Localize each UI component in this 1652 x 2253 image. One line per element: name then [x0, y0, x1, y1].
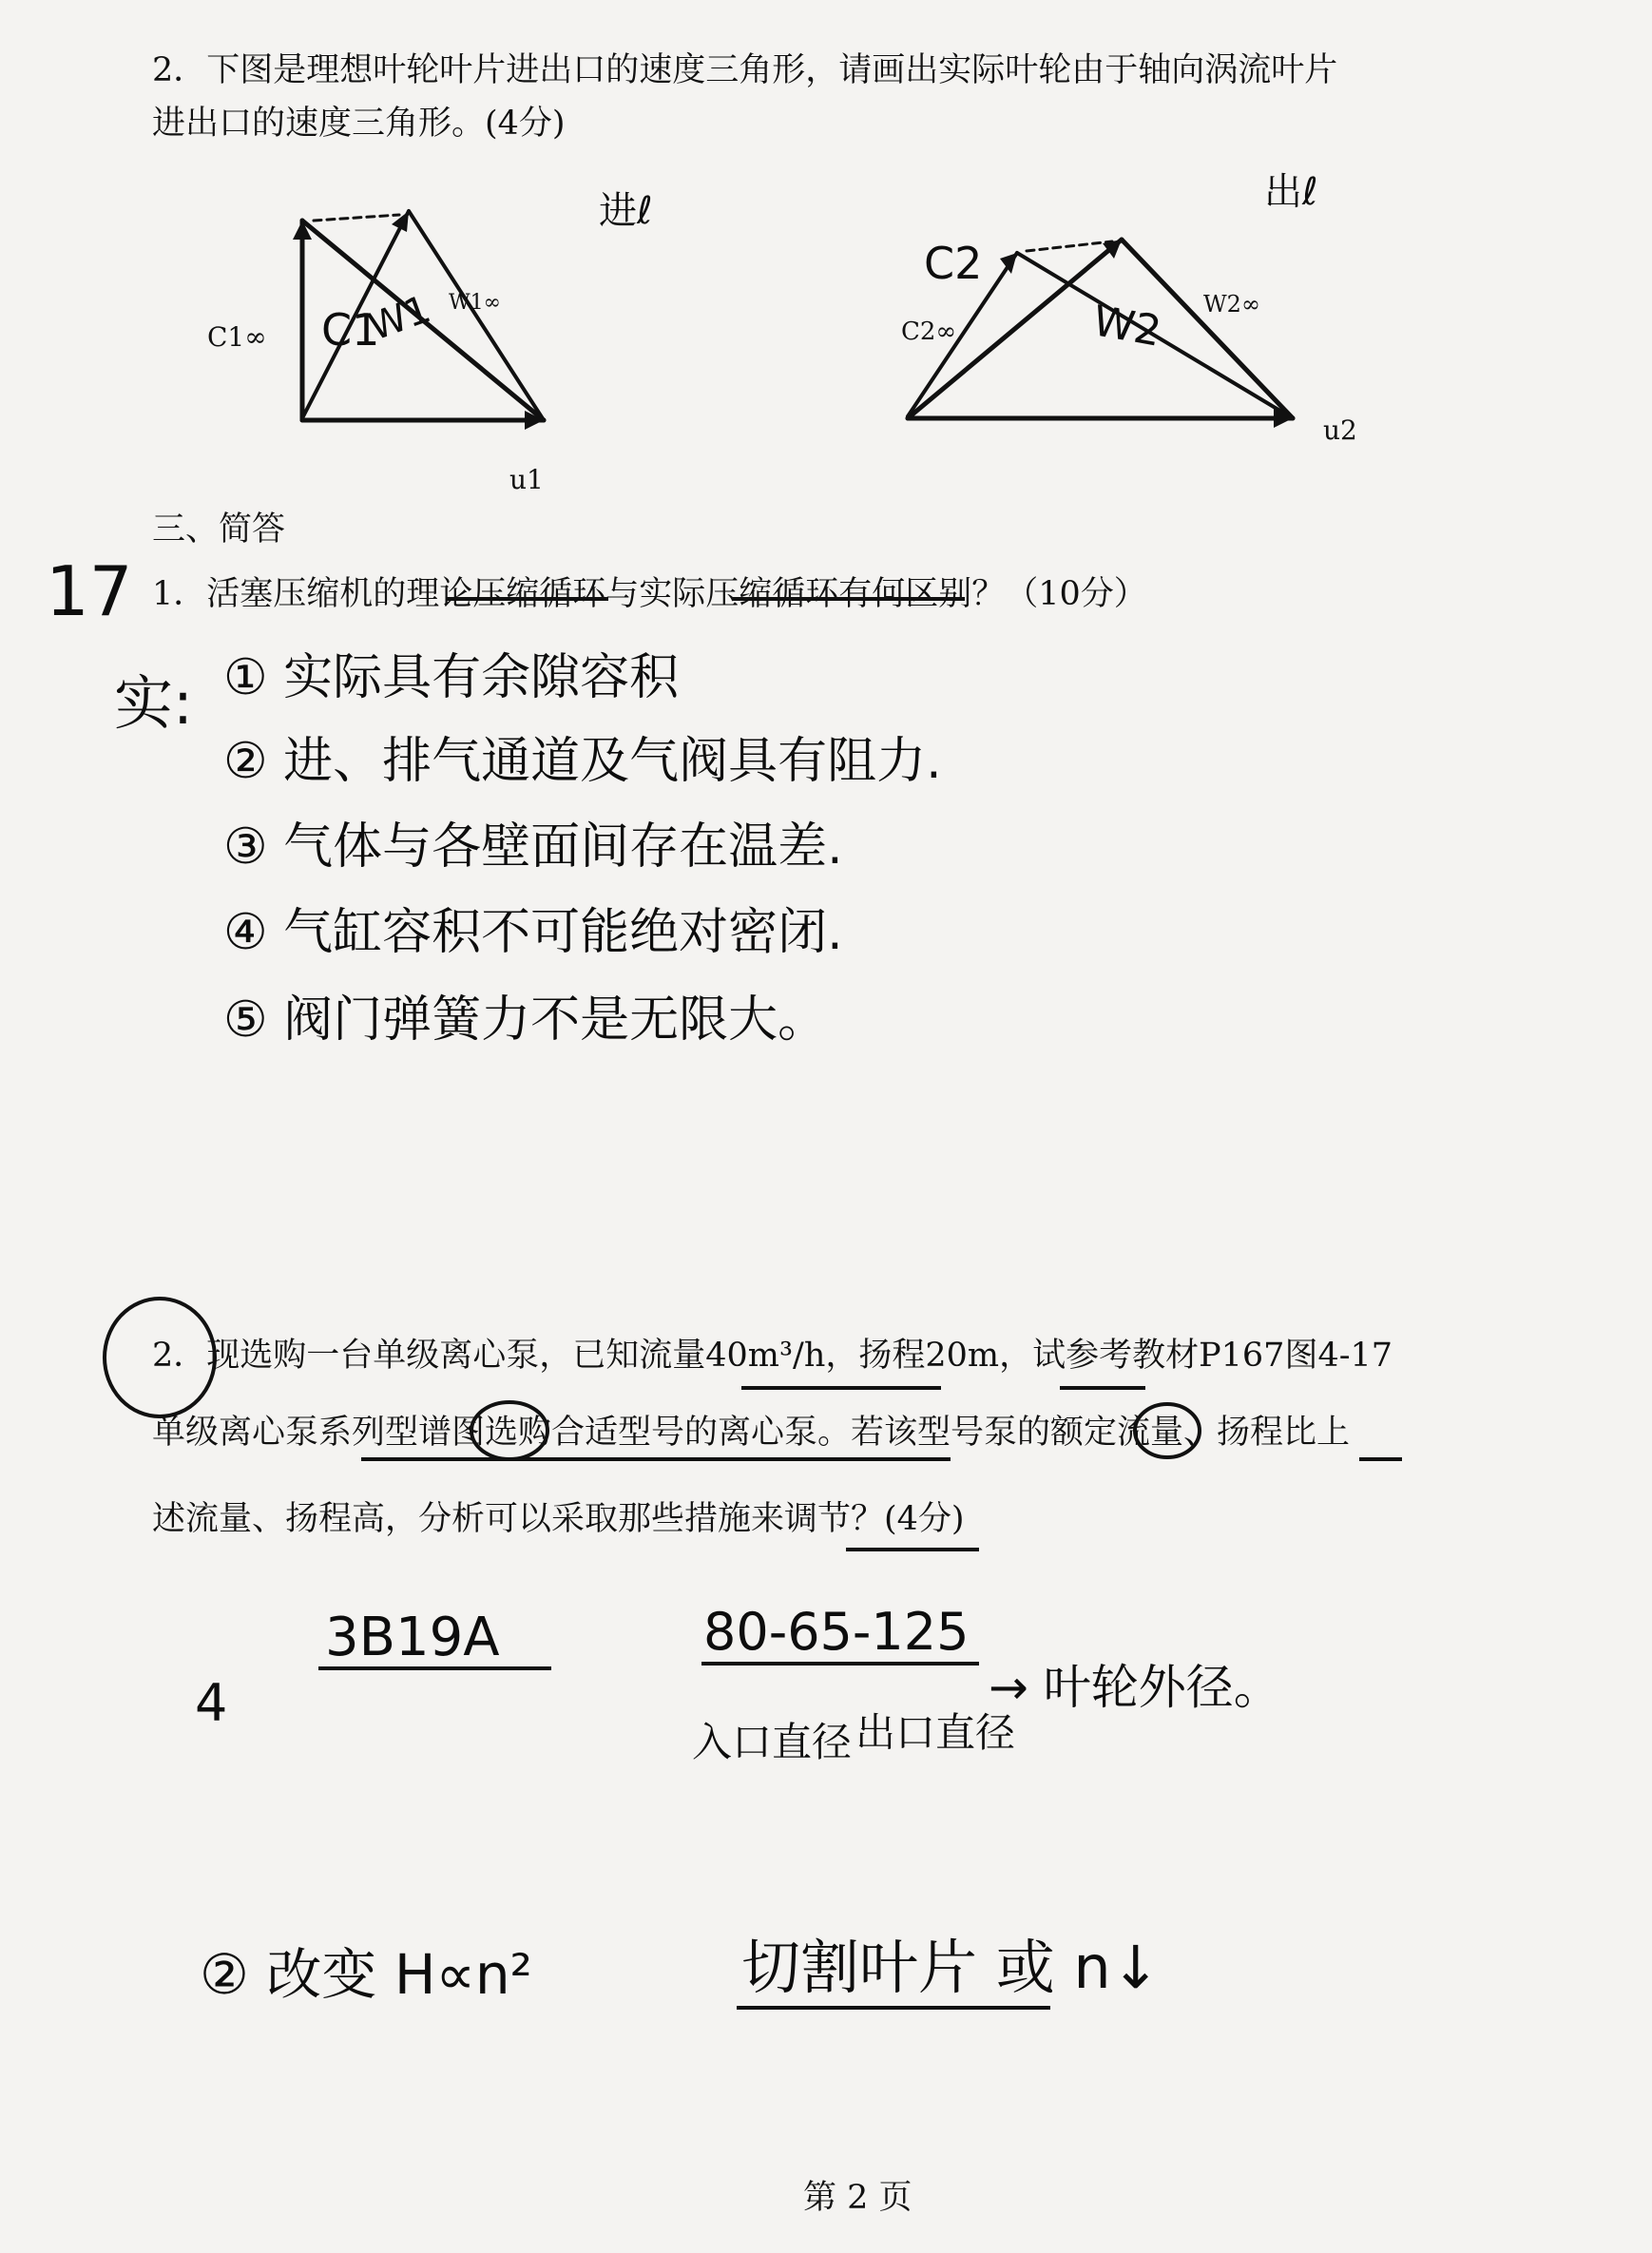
question-3-1: 1．活塞压缩机的理论压缩循环与实际压缩循环有何区别？（10分）: [152, 575, 1147, 613]
hand-c1: C1: [321, 304, 380, 356]
hand-arrow-note: → 叶轮外径。: [989, 1660, 1281, 1715]
answer-5: ⑤ 阀门弹簧力不是无限大。: [223, 992, 828, 1049]
question-3-2-line2: 单级离心泵系列型谱图选购合适型号的离心泵。若该型号泵的额定流量、扬程比上: [152, 1414, 1351, 1452]
answer-2: ② 进、排气通道及气阀具有阻力.: [223, 733, 942, 790]
answer-1: ① 实际具有余隙容积: [223, 649, 680, 706]
inlet-handwritten-title: 进ℓ: [599, 189, 653, 233]
hand-w1: W1: [363, 287, 436, 350]
hand-model-2: 80-65-125: [703, 1602, 970, 1662]
page-number: 第 2 页: [803, 2179, 912, 2217]
question-2-line1: 2．下图是理想叶轮叶片进出口的速度三角形，请画出实际叶轮由于轴向涡流叶片: [152, 51, 1338, 89]
hand-c2: C2: [924, 238, 983, 289]
hand-w2: W2: [1089, 297, 1165, 356]
hand-formula-2: 切割叶片 或 n↓: [741, 1933, 1161, 2002]
margin-score: 17: [46, 551, 133, 631]
hand-formula: ② 改变 H∝n²: [200, 1942, 532, 2007]
hand-model-1: 3B19A: [325, 1607, 500, 1668]
hand-sub-1: 入口直径: [692, 1719, 853, 1765]
answer-4: ④ 气缸容积不可能绝对密闭.: [223, 904, 843, 961]
question-3-2-line3: 述流量、扬程高，分析可以采取那些措施来调节？(4分): [152, 1500, 965, 1538]
answer-3: ③ 气体与各壁面间存在温差.: [223, 818, 843, 876]
label-c2: C2∞: [901, 318, 957, 346]
question-2-line2: 进出口的速度三角形。(4分): [152, 105, 566, 143]
label-u1: u1: [509, 464, 544, 495]
label-c1: C1∞: [207, 321, 267, 353]
label-w1: W1∞: [449, 291, 501, 315]
label-u2: u2: [1323, 414, 1357, 446]
question-3-2-line1: 2．现选购一台单级离心泵，已知流量40m³/h，扬程20m，试参考教材P167图4-17: [152, 1337, 1393, 1375]
label-w2: W2∞: [1203, 291, 1260, 318]
hand-sub-2: 出口直径: [855, 1709, 1016, 1756]
score-mark: 4: [195, 1673, 228, 1733]
outlet-handwritten-title: 出ℓ: [1264, 170, 1318, 214]
answer-prefix: 实:: [114, 668, 193, 738]
section-3-heading: 三、简答: [152, 510, 286, 549]
